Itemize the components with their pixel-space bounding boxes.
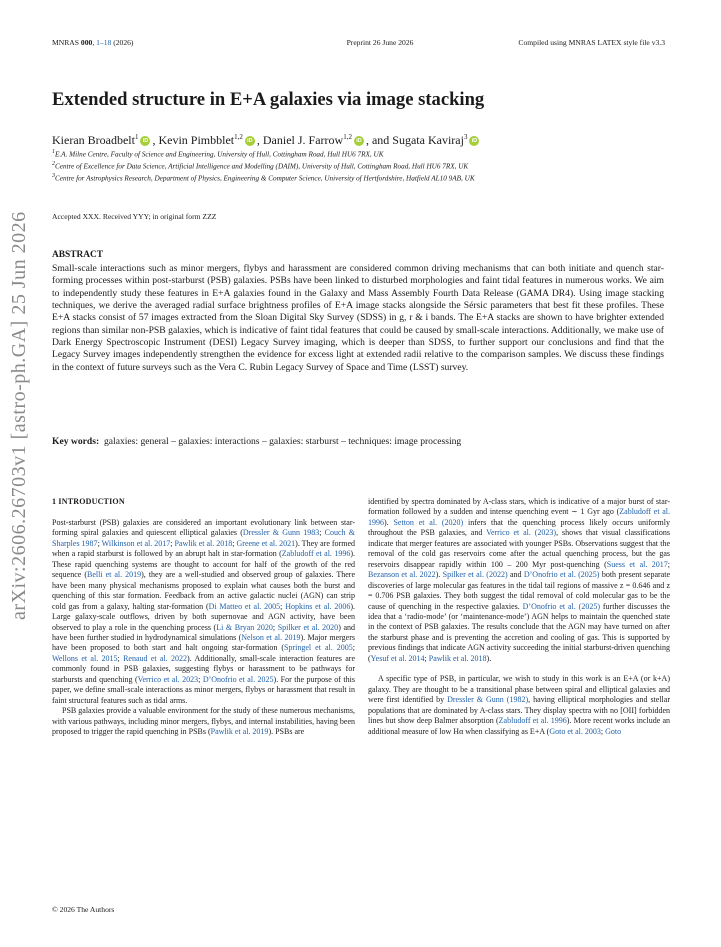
keywords-label: Key words:: [52, 436, 100, 447]
author-affiliation-mark: 1: [134, 133, 139, 141]
citation-link[interactable]: D’Onofrio et al. (2025): [523, 570, 600, 580]
paper-title: Extended structure in E+A galaxies via image stacking: [52, 89, 485, 110]
body-text: Post-starburst (PSB) galaxies are considered an important evolutionary link between star-forming spiral galaxies and quiescent elliptical galaxies (: [52, 518, 355, 538]
citation-link[interactable]: Pawlik et al. 2018: [428, 653, 487, 663]
orcid-icon[interactable]: iD: [469, 136, 479, 146]
author-list: Kieran Broadbelt$^1$iD , Kevin Pimbblet$^{1,2}$iD , Daniel J. Farrow$^{1,2}$iD , and Sugata Kaviraj$^3$iD: [52, 130, 672, 148]
affiliation-3: $^3$Centre for Astrophysics Research, Department of Physics, Engineering & Computer Science, University of Hertfordshire, Hatfield AL10 9AB, UK: [52, 173, 475, 183]
citation-link[interactable]: Pawlik et al. 2018: [174, 538, 233, 548]
orcid-icon[interactable]: iD: [245, 136, 255, 146]
citation-link[interactable]: Belli et al. 2019: [87, 570, 142, 580]
citation-link[interactable]: Dressler & Gunn 1983: [242, 528, 320, 538]
body-text: ), they are a well-studied and observed group of galaxies. There have been many physical mechanisms proposed to explain what causes both the burst and quenching of this star formation. Feedback from an active galactic nuclei (AGN) can strip cold gas from a galaxy, halting star-formation (: [52, 570, 356, 611]
citation-link[interactable]: Hopkins et al. 2006: [285, 601, 351, 611]
author-name: Kevin Pimbblet: [158, 133, 235, 147]
author-affiliation-mark: 3: [463, 133, 468, 141]
citation-link[interactable]: Springel et al. 2005: [284, 643, 353, 653]
author-name: Sugata Kaviraj: [392, 133, 464, 147]
body-text: ;: [319, 528, 325, 538]
body-text: ;: [170, 538, 175, 548]
body-text: ;: [117, 653, 124, 663]
running-head-center: Preprint 26 June 2026: [346, 38, 414, 47]
body-text: ;: [280, 601, 286, 611]
body-text: ). They are formed when a rapid starburst is followed by an abrupt halt in star-formation (: [52, 538, 355, 559]
text-column-right: [368, 497, 670, 737]
abstract-text: Small-scale interactions such as minor mergers, flybys and harassment are considered common driving mechanisms that can both initiate and quench star-forming processes within post-starburst (PSB) galaxies. PSBs have been linked to disturbed morphologies and faint tidal features in numerous works. We aim to independently study these features in E+A galaxies found in the Galaxy and Mass Assembly Fourth Data Release (GAMA DR4). Using image stacking techniques, we derive the averaged radial surface brightness profiles of E+A image stacks alongside the Sérsic parameters that best fit these profiles. These E+A stacks consist of 57 images extracted from the Sloan Digital Sky Survey (SDSS) in g, r & i bands. The E+A stacks are shown to have brighter extended regions than similar non-PSB galaxies, which is indicative of faint tidal features that could be caused by small-scale interactions. Additionally, we make use of Dark Energy Spectroscopic Instrument (DESI) Legacy Survey imaging, which is deeper than SDSS, to further support our conclusions and find that the Legacy Survey images independently strengthen the evidence for excess light at extended radii relative to the comparison samples. We discuss these findings in the context of future surveys such as the Vera C. Rubin Legacy Survey of Space and Time (LSST) survey.: [52, 263, 664, 373]
body-text: and: [507, 570, 524, 580]
citation-link[interactable]: Zabludoff et al. 1996: [281, 549, 351, 559]
body-text: ;: [232, 538, 237, 548]
body-text: ). For the purpose of this paper, we define small-scale interactions as minor mergers, flybys or harassment that result in faint structural features such as tidal arms.: [52, 674, 355, 705]
citation-link[interactable]: Yesuf et al. 2014: [370, 653, 425, 663]
citation-link[interactable]: Verrico et al. (2023): [486, 528, 557, 538]
body-text: ;: [424, 653, 429, 663]
body-text: , having elliptical morphologies and stellar populations that are dominated by A-class stars. They display spectra with no [OII] forbidden lines but show deep Balmer absorption (: [368, 695, 670, 726]
running-head-right: Compiled using MNRAS LATEX style file v3.3: [518, 38, 665, 47]
body-text: , shows that visual classifications indicate that merger features are associated with younger PSBs. Observations suggest that the removal of the cold gas reservoirs come after the actual quenching process, but the gas reservoirs disappear rapidly within 100 – 200 Myr post-quenching (: [368, 528, 671, 569]
keywords-line: [52, 436, 664, 448]
body-text: ) and have been further studied in hydrodynamical simulations (: [52, 622, 355, 642]
citation-link[interactable]: Setton et al. (2020): [393, 517, 464, 527]
citation-link[interactable]: Zabludoff et al. 1996: [498, 716, 567, 726]
citation-link[interactable]: Zabludoff et al. 1996: [368, 507, 670, 527]
body-text: PSB galaxies provide a valuable environment for the study of these numerous mechanisms, with various pathways, including minor mergers, flybys, and internal instabilities, having been proposed to trigger the rapid quenching in PSBs (: [52, 706, 355, 737]
body-text: both present separate discoveries of large molecular gas features in the tidal tail regions of massive z = 0.646 and z = 0.706 PSB galaxies. They both suggest the tidal removal of cold molecular gas to be the cause of quenching in the respective galaxies.: [368, 570, 670, 611]
page-range-link[interactable]: 1–18: [96, 38, 112, 47]
body-text: ). More recent works include an additional measure of low Hα when classifying as E+A (: [368, 716, 671, 736]
citation-link[interactable]: Dressler & Gunn (1982): [447, 695, 529, 705]
abstract-heading: ABSTRACT: [52, 250, 104, 260]
body-text: further discusses the idea that a ‘radio-mode’ (or ‘maintenance-mode’) AGN helps to maintain the quenched state in the context of PSB galaxies. The results conclude that the AGN may have turned on after the starburst phase and is preventing the accretion and cooling of gas. This is supported by previous findings that indicate AGN activity succeeding the initial starburst-driven quenching (: [368, 601, 670, 663]
body-text: ).: [384, 517, 394, 527]
section-heading-introduction: 1 INTRODUCTION: [52, 497, 125, 506]
body-text: ). Additionally, small-scale interaction features are commonly found in PSB galaxies, suggesting flybys or harassment to be pathways for starbursts and quenching (: [52, 653, 355, 684]
paragraph: [368, 674, 670, 737]
body-text: ;: [97, 538, 102, 548]
running-head-left: MNRAS 000, 1–18 (2026): [52, 38, 134, 47]
affiliation-1: $^1$E.A. Milne Centre, Faculty of Science and Engineering, University of Hull, Cottingham Road, Hull HU6 7RX, UK: [52, 149, 384, 159]
citation-link[interactable]: Renaud et al. 2022: [123, 653, 187, 663]
citation-link[interactable]: Di Matteo et al. 2005: [208, 601, 281, 611]
body-text: ).: [486, 653, 492, 663]
text-column-left: [52, 518, 355, 738]
author-affiliation-mark: 1,2: [234, 133, 243, 141]
author-affiliation-mark: 1,2: [343, 133, 352, 141]
citation-link[interactable]: Nelson et al. 2019: [241, 632, 301, 642]
citation-link[interactable]: Pawlik et al. 2019: [210, 727, 269, 737]
body-text: ). Large galaxy-scale outflows, driven by both supernovae and AGN activity, have been observed to play a role in the quenching process (: [52, 601, 355, 632]
citation-link[interactable]: D’Onofrio et al. (2025): [522, 601, 600, 611]
citation-link[interactable]: Spilker et al. (2022): [442, 570, 508, 580]
keywords-text: galaxies: general – galaxies: interactions – galaxies: starburst – techniques: image processing: [103, 436, 462, 447]
citation-link[interactable]: D’Onofrio et al. 2025: [202, 674, 274, 684]
body-text: ;: [667, 559, 670, 569]
citation-link[interactable]: Spilker et al. 2020: [277, 622, 339, 632]
body-text: ;: [272, 622, 278, 632]
citation-link[interactable]: Li & Bryan 2020: [216, 622, 273, 632]
body-text: ;: [600, 726, 606, 736]
citation-link[interactable]: Suess et al. 2017: [606, 559, 668, 569]
body-text: ). PSBs are: [268, 727, 305, 737]
citation-link[interactable]: Greene et al. 2021: [236, 538, 296, 548]
paragraph: [52, 518, 355, 706]
paragraph: [368, 497, 670, 664]
citation-link[interactable]: Wellons et al. 2015: [52, 653, 118, 663]
author-name: Daniel J. Farrow: [262, 133, 344, 147]
citation-link[interactable]: Goto et al. 2003: [549, 726, 601, 736]
body-text: ;: [352, 643, 355, 653]
citation-link[interactable]: Bezanson et al. 2022: [368, 570, 436, 580]
body-text: ;: [198, 674, 203, 684]
body-text: ).: [435, 570, 443, 580]
citation-link[interactable]: Verrico et al. 2023: [137, 674, 199, 684]
affiliation-2: $^2$Centre of Excellence for Data Science, Artificial Intelligence and Modelling (DAIM), University of Hull, Cottingham Road, Hull HU6 7RX, UK: [52, 161, 469, 171]
author-name: Kieran Broadbelt: [52, 133, 135, 147]
received-dates: Accepted XXX. Received YYY; in original form ZZZ: [52, 212, 217, 221]
body-text: ). These rapid quenching systems are thought to account for half of the growth of the red sequence (: [52, 549, 355, 580]
citation-link[interactable]: Wilkinson et al. 2017: [101, 538, 171, 548]
copyright-footer: © 2026 The Authors: [52, 905, 115, 914]
body-text: infers that the quenching process likely occurs uniformly throughout the PSB galaxies, and: [368, 517, 670, 538]
citation-link[interactable]: Goto: [605, 726, 622, 736]
paragraph: [52, 706, 355, 737]
body-text: A specific type of PSB, in particular, we wish to study in this work is an E+A (or k+A) galaxy. They are thought to be a transitional phase between spiral and elliptical galaxies and were first identified by: [368, 674, 670, 705]
orcid-icon[interactable]: iD: [140, 136, 150, 146]
arxiv-stamp-text: arXiv:2606.26703v1 [astro-ph.GA] 25 Jun 2026: [8, 211, 30, 620]
orcid-icon[interactable]: iD: [354, 136, 364, 146]
body-text: ). Major mergers have been proposed to both start and halt ongoing star-formation (: [52, 632, 355, 653]
body-text: identified by spectra dominated by A-class stars, which is indicative of a major burst of star-formation followed by a sudden and intense quenching event ∼ 1 Gyr ago (: [368, 497, 670, 517]
citation-link[interactable]: Couch & Sharples 1987: [52, 528, 355, 548]
